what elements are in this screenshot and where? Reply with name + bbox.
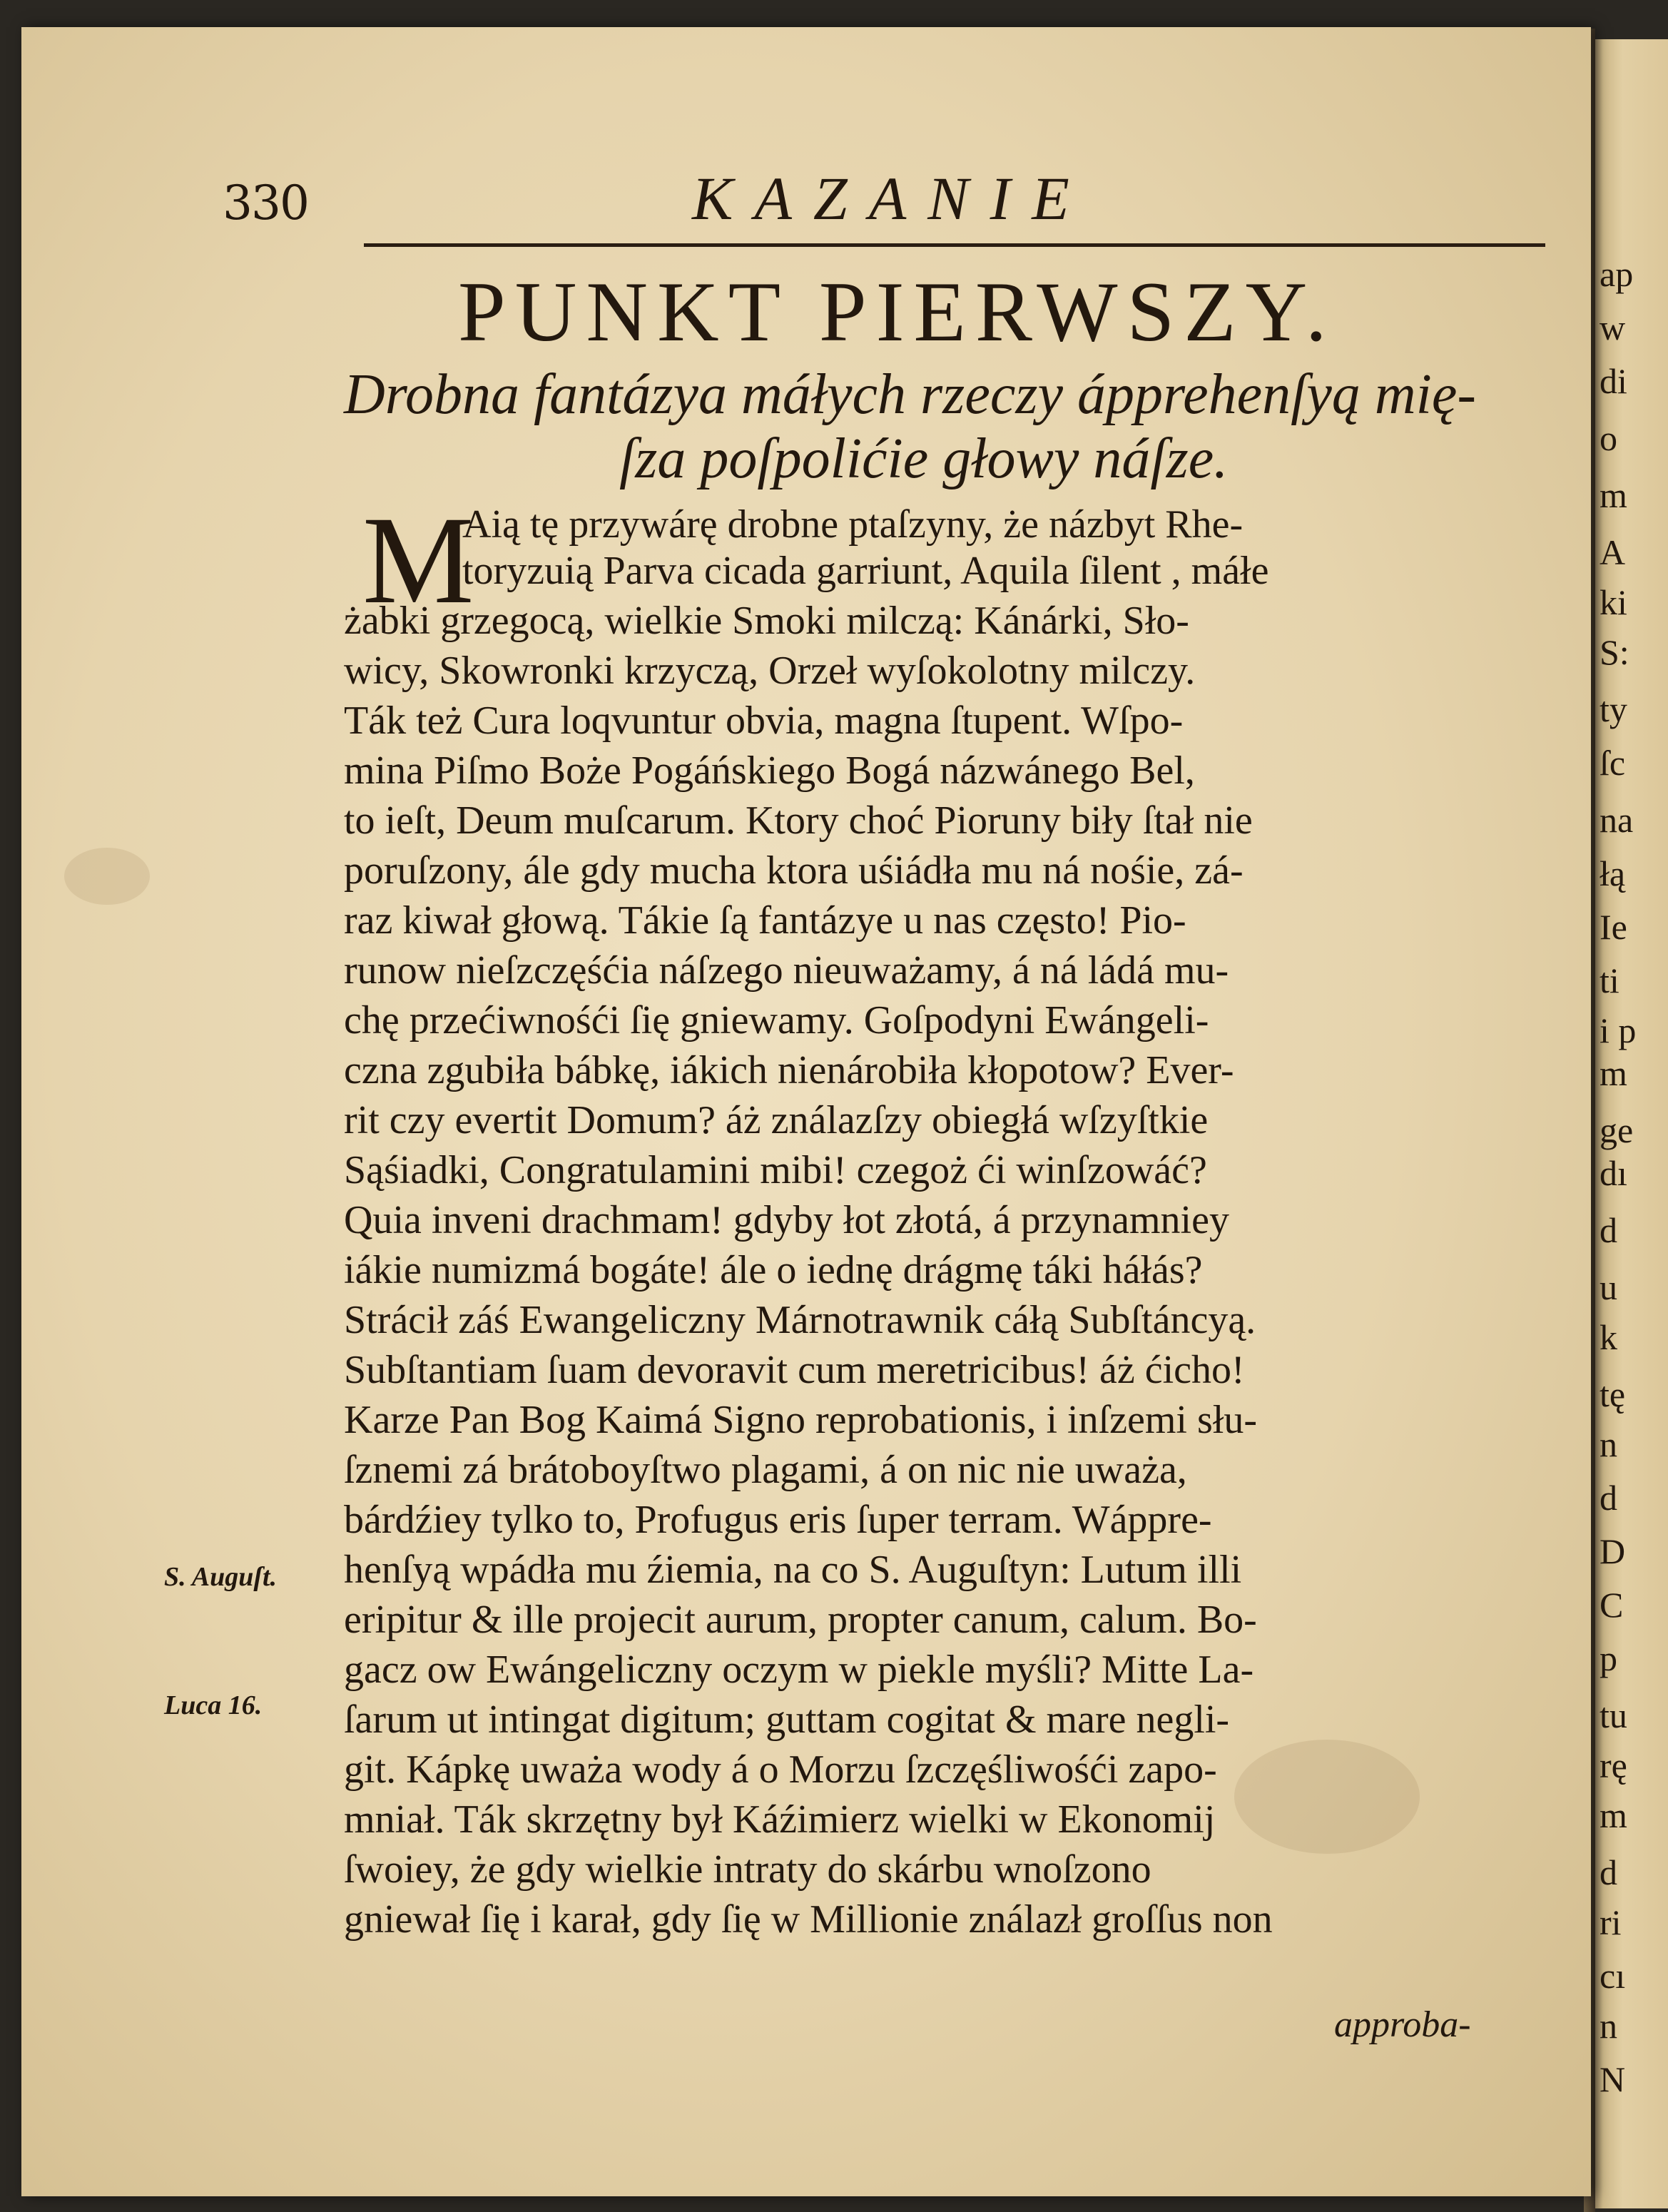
text-line: chę przećiwnośći ſię gniewamy. Goſpodyni Ewángeli-: [344, 998, 1209, 1042]
facing-page-fragment: N: [1600, 2059, 1626, 2099]
text-line: raz kiwał głową. Tákie ſą fantázye u nas często! Pio-: [344, 898, 1186, 943]
facing-page-fragment: u: [1600, 1267, 1617, 1307]
text-line: rit czy evertit Domum? áż ználazſzy obiegłá wſzyſtkie: [344, 1098, 1209, 1142]
margin-note-augustine: S. Auguſt.: [164, 1562, 278, 1592]
section-title: PUNKT PIERWSZY.: [458, 264, 1336, 359]
text-line: Quia inveni drachmam! gdyby łot złotá, á przynamniey: [344, 1198, 1229, 1242]
text-line: czna zgubiła bábkę, iákich nienárobiła kłopotow? Ever-: [344, 1048, 1234, 1092]
facing-page-fragment: na: [1600, 800, 1634, 840]
text-line: mniał. Ták skrzętny był Káźimierz wielki w Ekonomij: [344, 1797, 1216, 1842]
text-line: eripitur & ille projecit aurum, propter canum, calum. Bo-: [344, 1598, 1257, 1642]
text-line: git. Kápkę uważa wody á o Morzu ſzczęśliwośći zapo-: [344, 1747, 1217, 1792]
facing-page-fragment: ge: [1600, 1110, 1634, 1150]
facing-page-fragment: Ie: [1600, 907, 1627, 947]
facing-page-fragment: ki: [1600, 582, 1627, 622]
facing-page-fragment: cı: [1600, 1956, 1626, 1996]
facing-page-fragment: d: [1600, 1852, 1617, 1892]
facing-page-fragment: m: [1600, 1053, 1627, 1093]
facing-page-fragment: A: [1600, 532, 1626, 572]
text-line: to ieſt, Deum muſcarum. Ktory choć Pioruny biły ſtał nie: [344, 798, 1253, 843]
summary-line: Drobna fantázya máłych rzeczy ápprehenſyą mię-: [344, 363, 1477, 426]
facing-page-fragment: łą: [1600, 853, 1626, 893]
text-line: bárdźiey tylko to, Profugus eris ſuper terram. Wápprе-: [344, 1498, 1212, 1542]
facing-page-fragment: tu: [1600, 1695, 1627, 1735]
text-line: Strácił záś Ewangeliczny Márnotrawnik cáłą Subſtáncyą.: [344, 1298, 1256, 1342]
drop-cap: M: [362, 491, 474, 630]
text-line: żabki grzegocą, wielkie Smoki milczą: Kánárki, Sło-: [344, 599, 1189, 643]
facing-page-fragment: dı: [1600, 1153, 1627, 1193]
facing-page-edge: [1592, 39, 1668, 2208]
text-line: toryzuią Parva cicada garriunt, Aquila ſilent , máłe: [462, 549, 1269, 593]
facing-page-fragment: w: [1600, 308, 1626, 347]
facing-page-fragment: d: [1600, 1478, 1617, 1518]
page-number: 330: [223, 176, 308, 230]
text-line: Ták też Cura loqvuntur obvia, magna ſtupent. Wſpo-: [344, 699, 1184, 743]
catchword: approba-: [1334, 2004, 1471, 2045]
margin-note-luca: Luca 16.: [164, 1690, 263, 1720]
text-line: runow nieſzczęśćia náſzego nieuważamy, á ná ládá mu-: [344, 948, 1229, 993]
facing-page-fragment: i p: [1600, 1010, 1637, 1050]
facing-page-fragment: C: [1600, 1585, 1624, 1625]
text-line: gacz ow Ewángeliczny oczym w piekle myśli? Mitte La-: [344, 1648, 1254, 1692]
text-line: mina Piſmo Boże Pogáńskiego Bogá názwánego Bel,: [344, 749, 1195, 793]
text-line: Subſtantiam ſuam devoravit cum meretricibus! áż ćicho!: [344, 1348, 1245, 1392]
text-line: Karze Pan Bog Kaimá Signo reprobationis, i inſzemi słu-: [344, 1398, 1257, 1442]
facing-page-fragment: ti: [1600, 960, 1619, 1000]
facing-page-fragment: ri: [1600, 1902, 1622, 1942]
facing-page-fragment: k: [1600, 1317, 1617, 1357]
text-line: ſarum ut intingat digitum; guttam cogitat & mare negli-: [344, 1698, 1230, 1742]
facing-page-fragment: tę: [1600, 1374, 1626, 1414]
facing-page-fragment: di: [1600, 361, 1627, 401]
book-page: [21, 27, 1591, 2196]
header-rule: [364, 243, 1545, 247]
facing-page-fragment: n: [1600, 1424, 1617, 1464]
facing-page-fragment: o: [1600, 418, 1617, 458]
facing-page-fragment: n: [1600, 2006, 1617, 2046]
text-line: poruſzony, ále gdy mucha ktora uśiádła mu ná nośie, zá-: [344, 848, 1244, 893]
facing-page-fragment: p: [1600, 1638, 1617, 1678]
running-head: KAZANIE: [692, 164, 1091, 233]
facing-page-fragment: S:: [1600, 632, 1629, 672]
facing-page-fragment: m: [1600, 475, 1627, 515]
facing-page-fragment: ſc: [1600, 743, 1626, 783]
text-line: henſyą wpádła mu źiemia, na co S. Auguſtyn: Lutum illi: [344, 1548, 1242, 1592]
text-line: ſwoiey, że gdy wielkie intraty do skárbu wnoſzono: [344, 1847, 1151, 1892]
facing-page-fragment: rę: [1600, 1745, 1627, 1785]
text-line: gniewał ſię i karał, gdy ſię w Millionie ználazł groſſus non: [344, 1897, 1273, 1942]
facing-page-fragment: ty: [1600, 689, 1627, 729]
text-line: wicy, Skowronki krzyczą, Orzeł wyſokolotny milczy.: [344, 649, 1196, 693]
facing-page-fragment: m: [1600, 1795, 1627, 1835]
text-line: Aią tę przywárę drobne ptaſzyny, że názbyt Rhe-: [462, 502, 1244, 547]
text-line: iákie numizmá bogáte! ále o iednę drágmę táki háłás?: [344, 1248, 1203, 1292]
text-line: Sąśiadki, Congratulamini mibi! czegoż ći winſzowáć?: [344, 1148, 1207, 1192]
facing-page-fragment: D: [1600, 1531, 1626, 1571]
facing-page-fragment: ap: [1600, 254, 1634, 294]
summary-line: ſza poſpolićie głowy náſze.: [619, 427, 1229, 490]
text-line: ſznemi zá brátoboyſtwo plagami, á on nic nie uważa,: [344, 1448, 1187, 1492]
facing-page-fragment: d: [1600, 1210, 1617, 1250]
